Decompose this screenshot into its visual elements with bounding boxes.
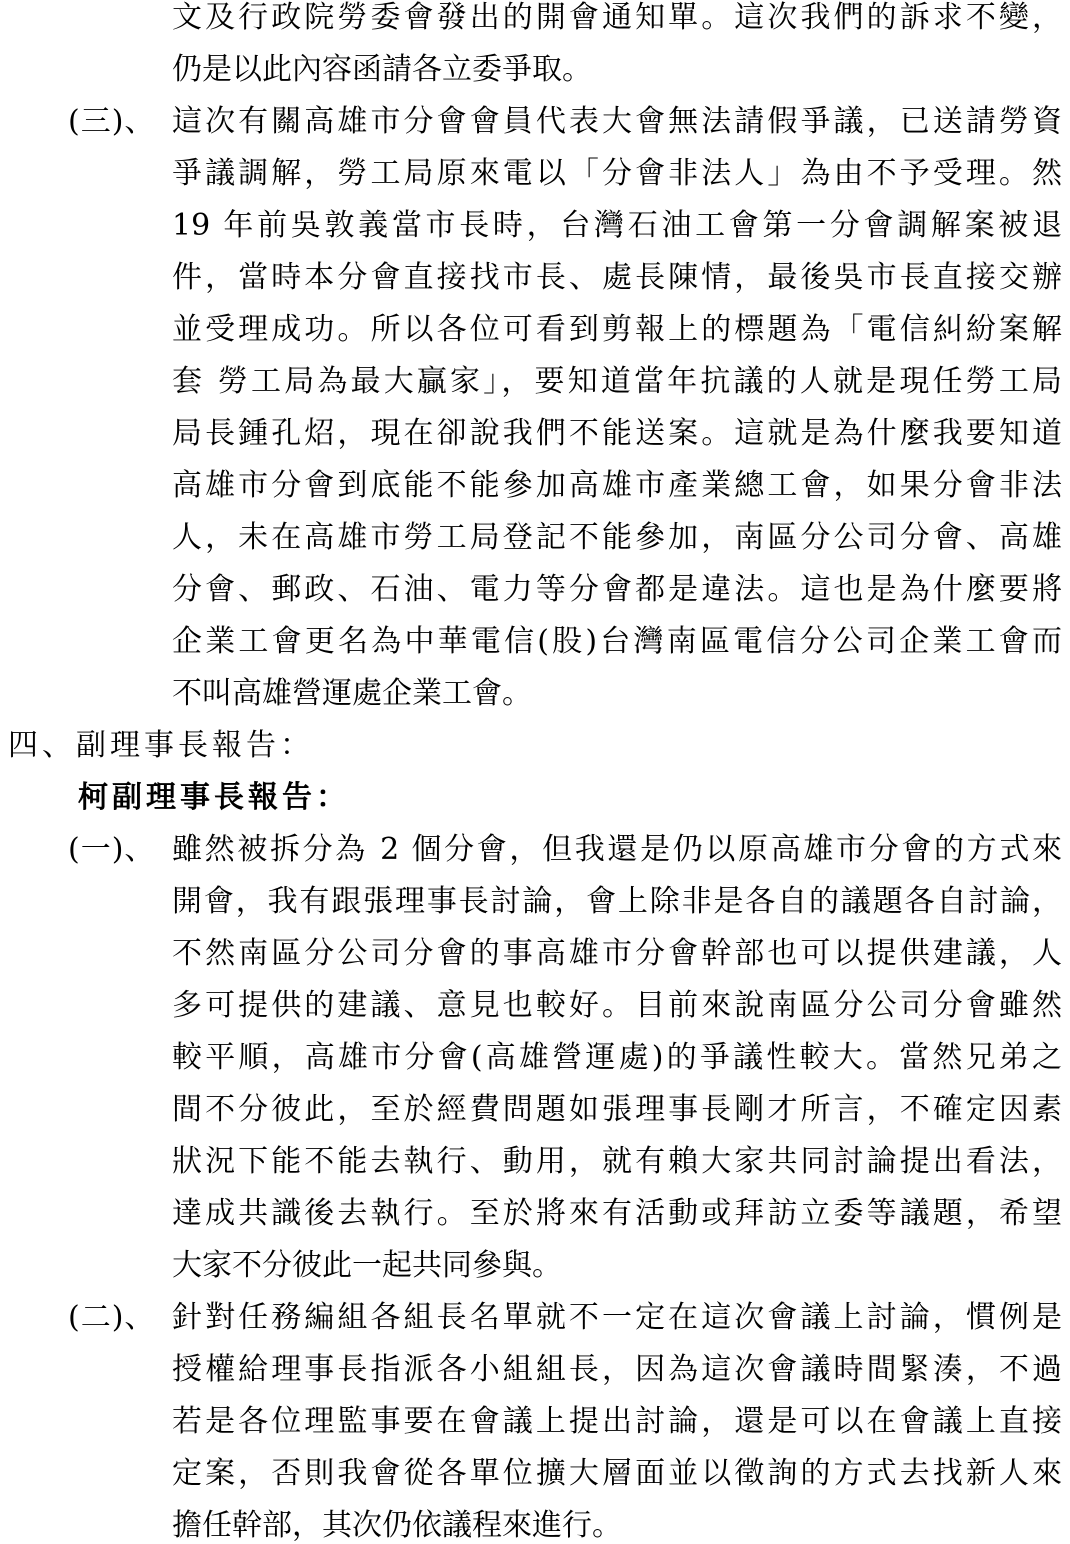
- line-text: 件，當時本分會直接找市長、處長陳情，最後吳市長直接交辦: [172, 260, 1062, 295]
- line-text: 企業工會更名為中華電信(股)台灣南區電信分公司企業工會而: [172, 624, 1062, 659]
- paragraph-line: [0, 936, 1070, 972]
- paragraph-line: [0, 1352, 1070, 1388]
- paragraph-line: [0, 520, 1070, 556]
- line-text: 狀況下能不能去執行、動用，就有賴大家共同討論提出看法，: [172, 1144, 1062, 1179]
- item-label: (一)、: [68, 832, 156, 867]
- paragraph-line: [0, 1508, 1070, 1544]
- paragraph-line: [0, 1196, 1070, 1232]
- line-text: 達成共識後去執行。至於將來有活動或拜訪立委等議題，希望: [172, 1196, 1062, 1231]
- paragraph-line: [0, 260, 1070, 296]
- line-text: 不叫高雄營運處企業工會。: [172, 676, 532, 711]
- line-text: 間不分彼此，至於經費問題如張理事長剛才所言，不確定因素: [172, 1092, 1062, 1127]
- line-text: 多可提供的建議、意見也較好。目前來說南區分公司分會雖然: [172, 988, 1062, 1023]
- paragraph-line: [0, 1040, 1070, 1076]
- item-1-first-line: [0, 832, 1070, 868]
- line-text: 雖然被拆分為 2 個分會，但我還是仍以原高雄市分會的方式來: [172, 832, 1062, 867]
- line-text: 仍是以此內容函請各立委爭取。: [172, 52, 592, 87]
- line-text: 針對任務編組各組長名單就不一定在這次會議上討論，慣例是: [172, 1300, 1062, 1335]
- line-text: 高雄市分會到底能不能參加高雄市產業總工會，如果分會非法: [172, 468, 1062, 503]
- paragraph-line: [0, 468, 1070, 504]
- line-text: 爭議調解，勞工局原來電以「分會非法人」為由不予受理。然: [172, 156, 1062, 191]
- paragraph-line: [0, 884, 1070, 920]
- line-text: 局長鍾孔炤，現在卻說我們不能送案。這就是為什麼我要知道: [172, 416, 1062, 451]
- line-text: 套 勞工局為最大贏家」，要知道當年抗議的人就是現任勞工局: [172, 364, 1062, 399]
- line-text: 人，未在高雄市勞工局登記不能參加，南區分公司分會、高雄: [172, 520, 1062, 555]
- paragraph-line: [0, 1404, 1070, 1440]
- line-text: 不然南區分公司分會的事高雄市分會幹部也可以提供建議，人: [172, 936, 1062, 971]
- paragraph-line: [0, 1144, 1070, 1180]
- speaker-heading: 柯副理事長報告：: [78, 780, 350, 815]
- section-heading-row: [0, 728, 1070, 764]
- line-text: 19 年前吳敦義當市長時，台灣石油工會第一分會調解案被退: [172, 208, 1062, 243]
- line-text: 若是各位理監事要在會議上提出討論，還是可以在會議上直接: [172, 1404, 1062, 1439]
- paragraph-line: [0, 988, 1070, 1024]
- item-label: (三)、: [68, 104, 156, 139]
- paragraph-line: [0, 156, 1070, 192]
- speaker-row: [0, 780, 1070, 816]
- line-text: 這次有關高雄市分會會員代表大會無法請假爭議，已送請勞資: [172, 104, 1062, 139]
- line-text: 大家不分彼此一起共同參與。: [172, 1248, 562, 1283]
- line-text: 較平順，高雄市分會(高雄營運處)的爭議性較大。當然兄弟之: [172, 1040, 1062, 1075]
- line-text: 並受理成功。所以各位可看到剪報上的標題為「電信糾紛案解: [172, 312, 1062, 347]
- line-text: 分會、郵政、石油、電力等分會都是違法。這也是為什麼要將: [172, 572, 1062, 607]
- paragraph-line: [0, 416, 1070, 452]
- section-heading: 四、副理事長報告：: [8, 728, 314, 763]
- line-text: 授權給理事長指派各小組組長，因為這次會議時間緊湊，不過: [172, 1352, 1062, 1387]
- item-label: (二)、: [68, 1300, 156, 1335]
- paragraph-line: [0, 0, 1070, 36]
- paragraph-line: [0, 364, 1070, 400]
- item-3-first-line: [0, 104, 1070, 140]
- paragraph-line: [0, 1248, 1070, 1284]
- line-text: 文及行政院勞委會發出的開會通知單。這次我們的訴求不變，: [172, 0, 1062, 35]
- paragraph-line: [0, 312, 1070, 348]
- line-text: 擔任幹部，其次仍依議程來進行。: [172, 1508, 622, 1543]
- paragraph-line: [0, 52, 1070, 88]
- paragraph-line: [0, 624, 1070, 660]
- paragraph-line: [0, 1456, 1070, 1492]
- line-text: 開會，我有跟張理事長討論，會上除非是各自的議題各自討論，: [172, 884, 1062, 919]
- paragraph-line: [0, 1092, 1070, 1128]
- paragraph-line: [0, 572, 1070, 608]
- item-2-first-line: [0, 1300, 1070, 1336]
- line-text: 定案，否則我會從各單位擴大層面並以徵詢的方式去找新人來: [172, 1456, 1062, 1491]
- paragraph-line: [0, 676, 1070, 712]
- paragraph-line: [0, 208, 1070, 244]
